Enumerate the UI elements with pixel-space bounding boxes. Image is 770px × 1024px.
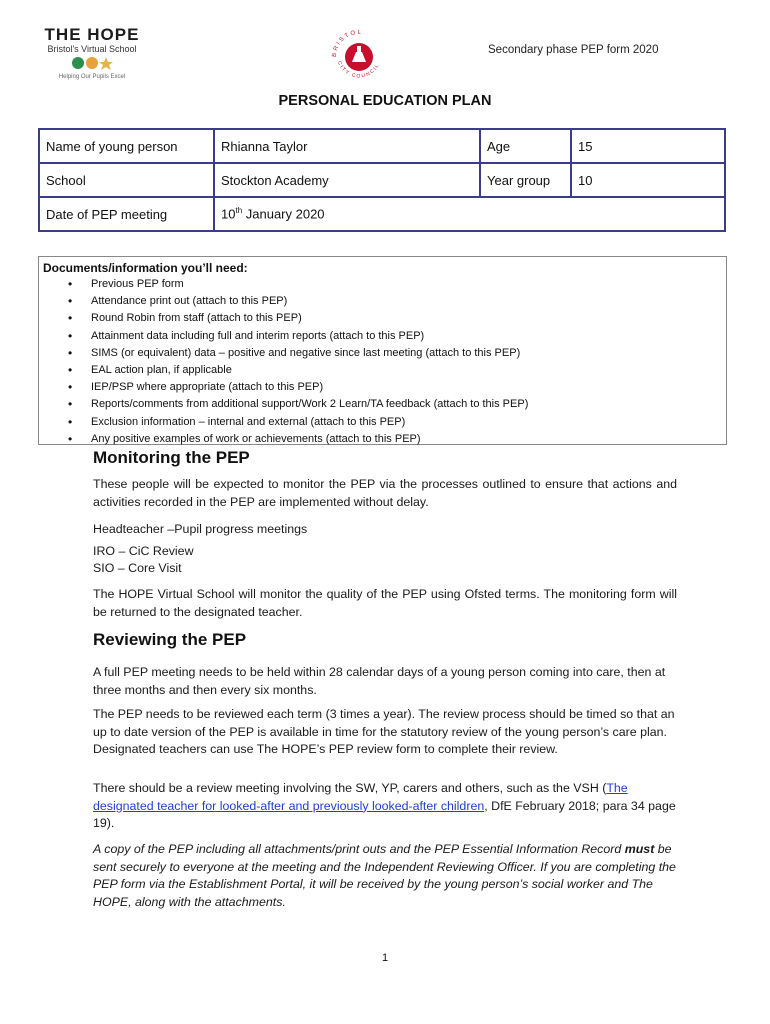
document-title: PERSONAL EDUCATION PLAN — [278, 93, 492, 109]
hope-logo — [40, 26, 144, 82]
age-label: Age — [480, 129, 571, 163]
monitoring-closing: The HOPE Virtual School will monitor the quality of the PEP using Ofsted terms. The monitoring form will be returned to the designated teacher. — [93, 587, 677, 619]
form-label: Secondary phase PEP form 2020 — [488, 44, 659, 56]
year-label: Year group — [480, 163, 571, 197]
date-label: Date of PEP meeting — [39, 197, 214, 231]
italic-note-must: must — [624, 842, 655, 856]
date-rest: January 2020 — [242, 206, 325, 222]
bristol-city-council-seal-icon — [328, 26, 390, 88]
svg-text:BRISTOL: BRISTOL — [331, 29, 363, 58]
reviewing-heading: Reviewing the PEP — [93, 630, 247, 649]
table-row — [39, 129, 725, 163]
list-item: • SIMS (or equivalent) data – positive and negative since last meeting (attach to this PEP) — [61, 345, 528, 362]
date-suffix: th — [235, 206, 243, 216]
list-item: • Any positive examples of work or achievements (attach to this PEP) — [61, 431, 528, 448]
documents-title: Documents/information you’ll need: — [43, 261, 248, 275]
table-row — [39, 163, 725, 197]
monitoring-sio: SIO – Core Visit — [93, 561, 182, 575]
reviewing-italic-note — [93, 841, 677, 911]
reviewing-para3-start: There should be a review meeting involving the SW, YP, carers and others, such as the VSH ( — [93, 781, 607, 795]
list-item: • Previous PEP form — [61, 276, 528, 293]
logo-faces-icon — [40, 54, 144, 72]
monitoring-intro: These people will be expected to monitor the PEP via the processes outlined to ensure that actions and activities recorded in the PEP are implemented without delay. — [93, 477, 677, 509]
monitoring-headteacher: Headteacher –Pupil progress meetings — [93, 522, 308, 536]
logo-tagline: Helping Our Pupils Excel — [58, 74, 126, 80]
designated-teacher-guidance-link[interactable]: The designated teacher for looked-after and previously looked-after children — [93, 781, 628, 813]
list-item: • EAL action plan, if applicable — [61, 362, 528, 379]
svg-text:CITY COUNCIL: CITY COUNCIL — [336, 60, 382, 80]
school-value: Stockton Academy — [214, 163, 480, 197]
documents-list — [61, 276, 528, 448]
list-item: • Attainment data including full and interim reports (attach to this PEP) — [61, 328, 528, 345]
table-row — [39, 197, 725, 231]
reviewing-para3-end: , DfE February 2018; para 34 page 19). — [93, 798, 676, 830]
monitoring-heading: Monitoring the PEP — [93, 448, 250, 467]
italic-note-end: be sent securely to everyone at the meeting and the Independent Reviewing Officer. If you are completing the PEP form via the Establishment Portal, it will be received by the young person’s social worker and The HOPE, along with the attachments. — [93, 842, 676, 909]
reviewing-para3 — [93, 780, 677, 833]
date-value — [214, 197, 725, 231]
list-item: • Exclusion information – internal and external (attach to this PEP) — [61, 414, 528, 431]
logo-subtitle: Bristol's Virtual School — [47, 44, 137, 54]
year-value: 10 — [571, 163, 725, 197]
page-number: 1 — [381, 952, 389, 964]
school-label: School — [39, 163, 214, 197]
list-item: • Attendance print out (attach to this PEP) — [61, 293, 528, 310]
logo-title: THE HOPE — [44, 25, 140, 44]
reviewing-para2: The PEP needs to be reviewed each term (3 times a year). The review process should be timed so that an up to date version of the PEP is available in time for the statutory review of the young person’s care plan. Designated teachers can use The HOPE’s PEP review form to complete their review. — [93, 707, 675, 756]
monitoring-iro: IRO – CiC Review — [93, 544, 194, 558]
name-value: Rhianna Taylor — [214, 129, 480, 163]
date-day: 10 — [221, 206, 236, 222]
pupil-info-table — [38, 128, 726, 232]
reviewing-para1: A full PEP meeting needs to be held within 28 calendar days of a young person coming into care, then at three months and then every six months. — [93, 665, 666, 697]
italic-note-start: A copy of the PEP including all attachments/print outs and the PEP Essential Information Record — [93, 842, 625, 856]
list-item: • Round Robin from staff (attach to this PEP) — [61, 310, 528, 327]
age-value: 15 — [571, 129, 725, 163]
documents-box — [38, 256, 727, 445]
list-item: • IEP/PSP where appropriate (attach to this PEP) — [61, 379, 528, 396]
name-label: Name of young person — [39, 129, 214, 163]
list-item: • Reports/comments from additional support/Work 2 Learn/TA feedback (attach to this PEP) — [61, 396, 528, 413]
